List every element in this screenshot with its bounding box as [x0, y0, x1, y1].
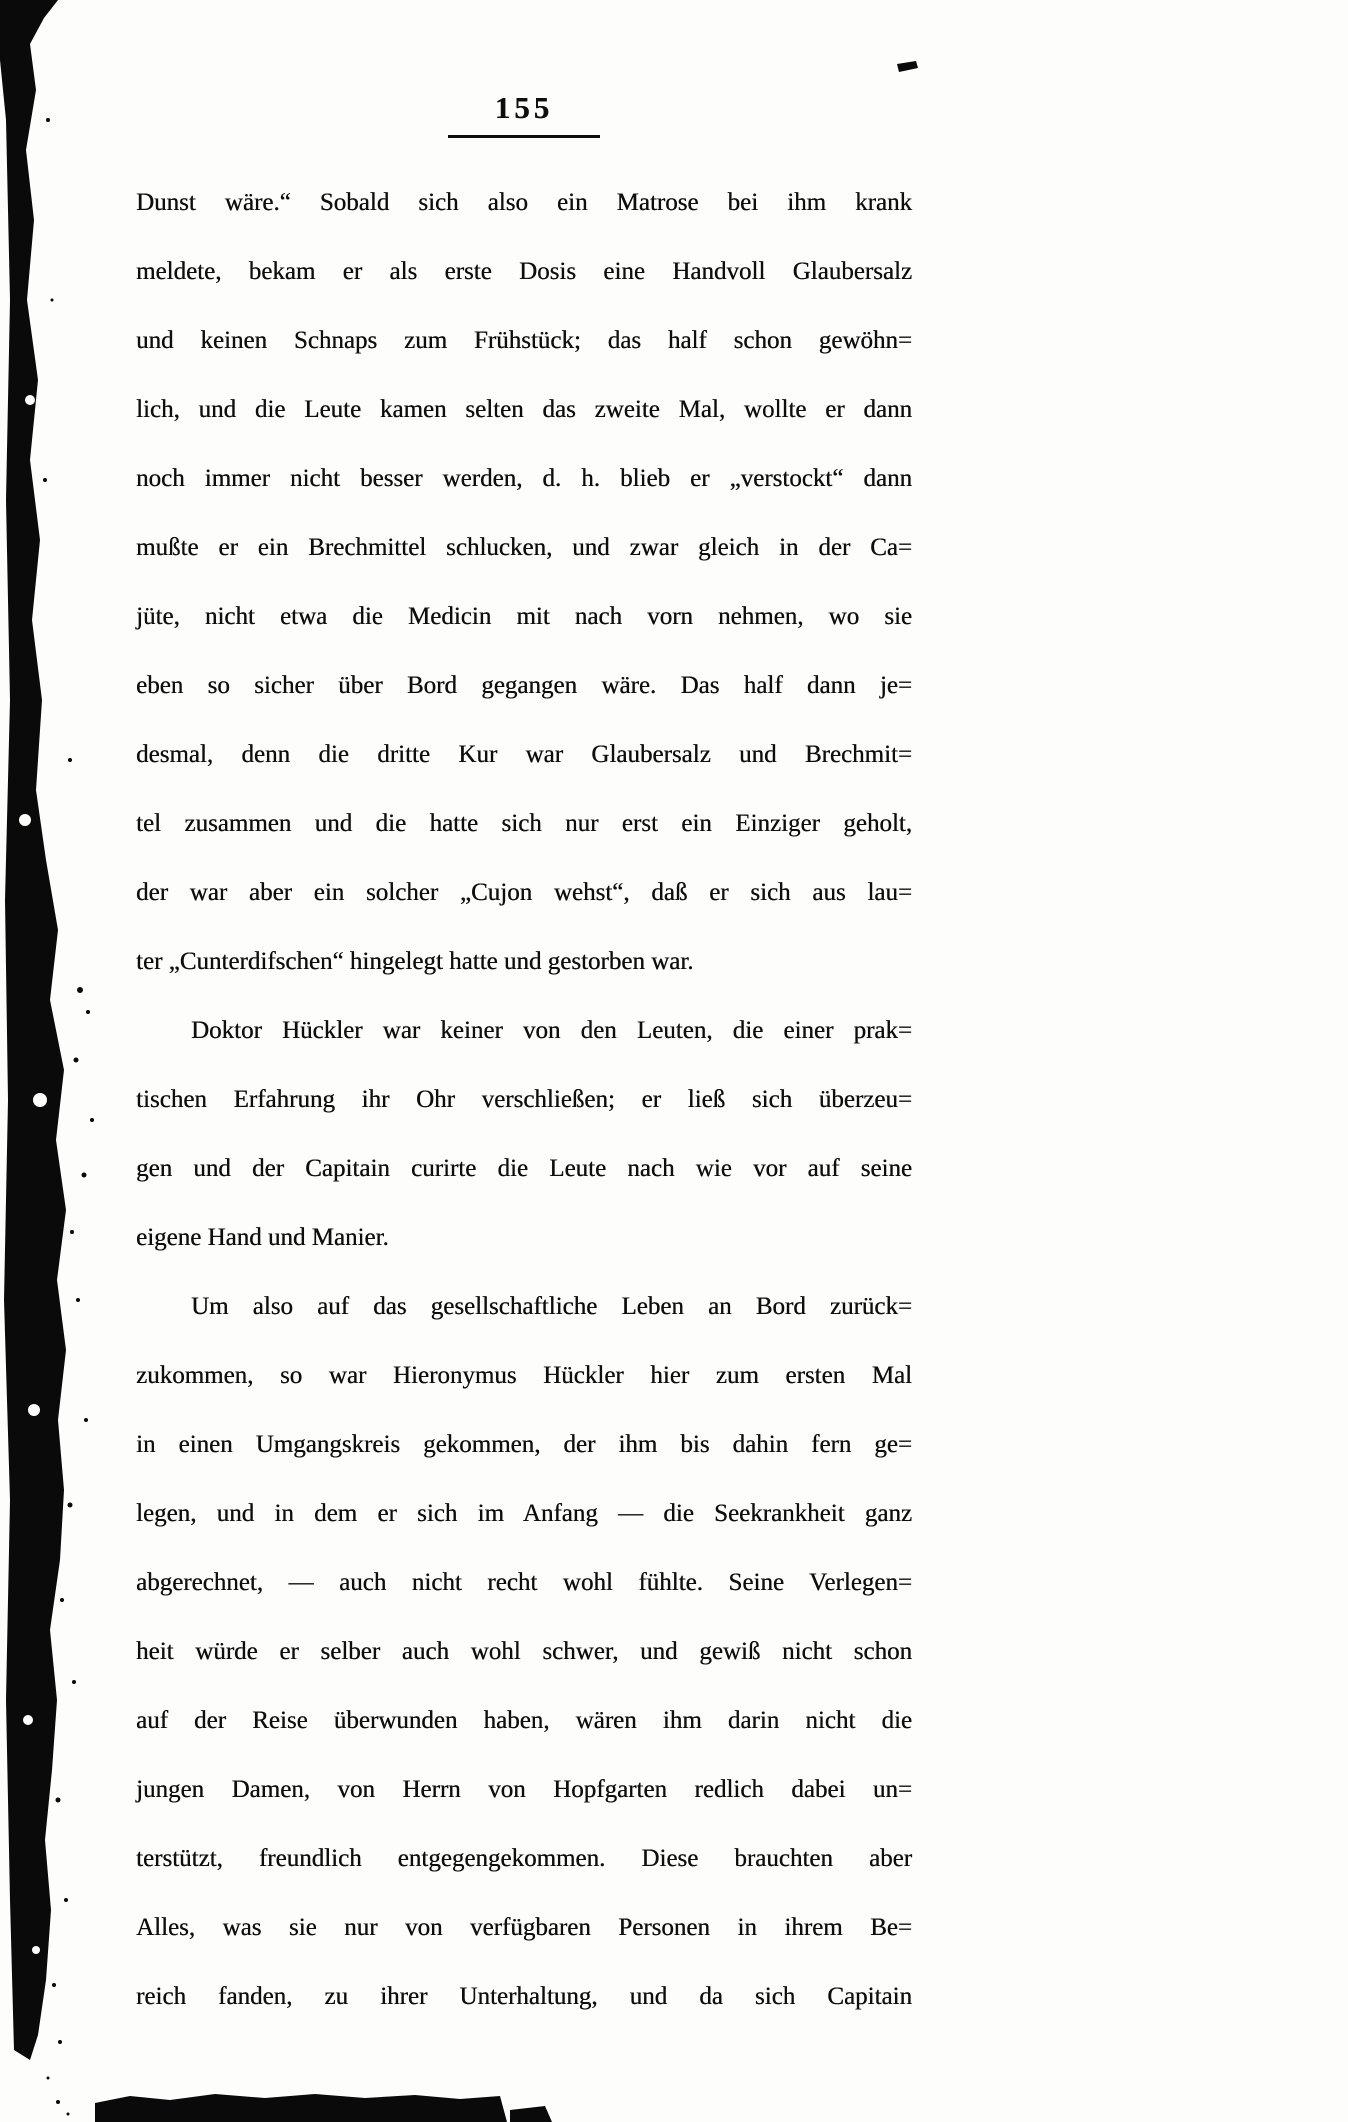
- page-number-rule: [448, 135, 600, 138]
- text-line: desmal, denn die dritte Kur war Glaubersalz und Brechmit=: [136, 741, 912, 768]
- text-line: mußte er ein Brechmittel schlucken, und zwar gleich in der Ca=: [136, 534, 912, 561]
- text-line: Doktor Hückler war keiner von den Leuten, die einer prak=: [191, 1017, 912, 1044]
- binding-shadow: [0, 0, 66, 2060]
- text-line: noch immer nicht besser werden, d. h. blieb er „verstockt“ dann: [136, 465, 912, 492]
- bottom-edge-artifact: [95, 2094, 507, 2122]
- bottom-edge-artifact-small: [510, 2106, 552, 2122]
- binding-shadow-holes: [19, 395, 47, 1954]
- text-block: [136, 168, 912, 2031]
- text-line: gen und der Capitain curirte die Leute nach wie vor auf seine: [136, 1155, 912, 1182]
- text-line: legen, und in dem er sich im Anfang — die Seekrankheit ganz: [136, 1500, 912, 1527]
- text-line: Alles, was sie nur von verfügbaren Personen in ihrem Be=: [136, 1914, 912, 1941]
- text-line: abgerechnet, — auch nicht recht wohl fühlte. Seine Verlegen=: [136, 1569, 912, 1596]
- text-line: der war aber ein solcher „Cujon wehst“, daß er sich aus lau=: [136, 879, 912, 906]
- page-header: [136, 90, 912, 138]
- text-line: tel zusammen und die hatte sich nur erst ein Einziger geholt,: [136, 810, 912, 837]
- text-line: und keinen Schnaps zum Frühstück; das half schon gewöhn=: [136, 327, 912, 354]
- text-line: auf der Reise überwunden haben, wären ihm darin nicht die: [136, 1707, 912, 1734]
- ink-specks: [43, 118, 94, 2116]
- text-line: jüte, nicht etwa die Medicin mit nach vorn nehmen, wo sie: [136, 603, 912, 630]
- text-line: lich, und die Leute kamen selten das zweite Mal, wollte er dann: [136, 396, 912, 423]
- text-line: eigene Hand und Manier.: [136, 1224, 389, 1251]
- corner-mark: [897, 61, 918, 72]
- text-line: terstützt, freundlich entgegengekommen. Diese brauchten aber: [136, 1845, 912, 1872]
- text-line: meldete, bekam er als erste Dosis eine Handvoll Glaubersalz: [136, 258, 912, 285]
- text-line: eben so sicher über Bord gegangen wäre. Das half dann je=: [136, 672, 912, 699]
- page-number: 155: [494, 90, 554, 125]
- text-line: zukommen, so war Hieronymus Hückler hier zum ersten Mal: [136, 1362, 912, 1389]
- text-line: Dunst wäre.“ Sobald sich also ein Matrose bei ihm krank: [136, 189, 912, 216]
- text-line: reich fanden, zu ihrer Unterhaltung, und da sich Capitain: [136, 1983, 912, 2010]
- text-line: tischen Erfahrung ihr Ohr verschließen; er ließ sich überzeu=: [136, 1086, 912, 1113]
- text-line: in einen Umgangskreis gekommen, der ihm bis dahin fern ge=: [136, 1431, 912, 1458]
- text-line: jungen Damen, von Herrn von Hopfgarten redlich dabei un=: [136, 1776, 912, 1803]
- text-line: Um also auf das gesellschaftliche Leben an Bord zurück=: [191, 1293, 912, 1320]
- text-line: heit würde er selber auch wohl schwer, und gewiß nicht schon: [136, 1638, 912, 1665]
- text-line: ter „Cunterdifschen“ hingelegt hatte und gestorben war.: [136, 948, 694, 975]
